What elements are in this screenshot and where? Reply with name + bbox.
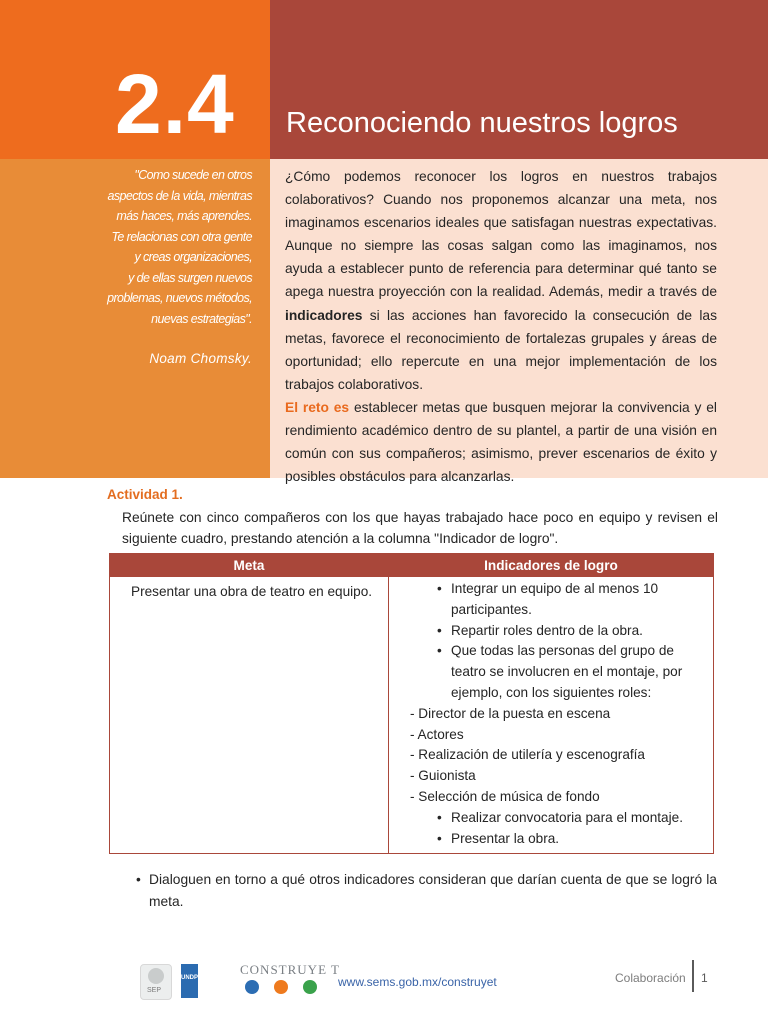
quote-panel [0,159,270,478]
role-item: - Selección de música de fondo [410,788,600,804]
bullet-icon: • [437,830,442,846]
brand-blue-circle-icon [245,980,259,994]
emblem-icon [148,968,164,984]
brand-green-circle-icon [303,980,317,994]
website-link[interactable]: www.sems.gob.mx/construyet [338,975,497,989]
table-header-row [110,554,714,577]
bullet-icon: • [437,643,442,659]
meta-cell [110,577,389,854]
page-number: 1 [701,971,708,985]
footer-divider [692,960,694,992]
role-item: - Guionista [410,768,476,784]
sep-logo-label: SEP [147,987,162,994]
footer-section-label: Colaboración [615,971,686,985]
undp-logo-icon [181,964,198,998]
role-item: - Realización de utilería y escenografía [410,747,645,763]
indicator-item: • Realizar convocatoria para el montaje. [389,808,705,829]
quote-author: Noam Chomsky. [149,351,252,366]
intro-text-part2: si las acciones han favorecido la consecución de las metas, favorece el reconocimiento de fortalezas grupales y áreas de oportunidad; ello repercute en una mejor implementación de los trabajos colaborativos. [285,307,717,392]
section-title: Reconociendo nuestros logros [286,107,678,139]
header-title-block [270,0,768,159]
intro-panel [270,159,768,485]
indicator-list [389,579,705,849]
indicator-item: • Que todas las personas del grupo de teatro se involucren en el montaje, por ejemplo, con los siguientes roles: [437,643,683,700]
challenge-label: El reto es [285,399,350,415]
intro-paragraph [285,165,717,488]
indicator-item: • Repartir roles dentro de la obra. [389,621,705,642]
bullet-icon: • [437,581,442,596]
indicator-item: • Integrar un equipo de al menos 10 participantes. [437,581,659,617]
dialog-instruction [136,869,717,913]
role-item: - Director de la puesta en escena [410,705,611,721]
undp-logo-label: UNDP [181,975,199,981]
activity-description: Reúnete con cinco compañeros con los que hayas trabajado hace poco en equipo y revisen el siguiente cuadro, prestando atención a la columna "Indicador de logro". [122,510,718,546]
indicator-item: • Presentar la obra. [389,829,705,850]
header-indicators: Indicadores de logro [389,554,714,577]
table-row [110,577,714,854]
sep-logo-icon [140,964,172,1000]
challenge-text: establecer metas que busquen mejorar la convivencia y el rendimiento académico dentro de su plantel, a partir de una visión en común con sus compañeros; asimismo, prever escenarios de éxito y posibles obstáculos para alcanzarlas. [285,399,717,485]
intro-text-part1: ¿Cómo podemos reconocer los logros en nuestros trabajos colaborativos? Cuando nos proponemos alcanzar una meta, nos imaginamos escenarios ideales que satisfagan nuestras expectativas. Aunque no siempre las cosas salgan como las imaginamos, nos ayuda a establecer punto de referencia para determinar qué tanto se apega nuestra proyección con la realidad. Además, medir a través de [285,169,717,300]
bullet-icon: • [136,872,141,887]
meta-text: Presentar una obra de teatro en equipo. [131,584,373,599]
indicators-cell [389,577,714,854]
section-number: 2.4 [115,57,235,151]
dialog-text: Dialoguen en torno a qué otros indicadores consideran que darían cuenta de que se logró la meta. [149,872,717,909]
epigraph-quote: "Como sucede en otros aspectos de la vida, mientras más haces, más aprendes. Te relacionas con otra gente y creas organizaciones, y de ellas surgen nuevos problemas, nuevos métodos, nuevas estrategias". [107,168,252,326]
intro-bold-term: indicadores [285,307,363,323]
activity-title: Actividad 1. [107,487,183,502]
brand-orange-circle-icon [274,980,288,994]
header-meta: Meta [110,554,389,577]
construye-t-brand: CONSTRUYE T [240,962,340,977]
goals-table [109,553,714,854]
bullet-icon: • [437,622,442,638]
role-item: - Actores [410,726,464,742]
header-orange-block [0,0,270,159]
bullet-icon: • [437,809,442,825]
